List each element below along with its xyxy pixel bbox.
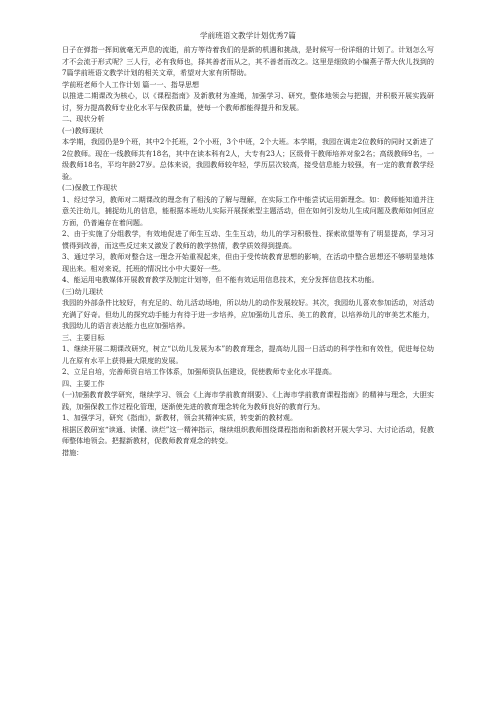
paragraph-work-1-item-1: 1、加强学习，研究《指南》，新教材，领会其精神实质，转变新的教材观。 bbox=[62, 413, 298, 422]
document-title: 学前班语文教学计划优秀7篇 bbox=[200, 31, 296, 40]
paragraph-children-status: 我园的外部条件比较好，有充足的、幼儿活动场地，所以幼儿的动作发展较好。其次，我园幼儿喜欢参加活动，对活动充满了好奇。但幼儿的探究动手能力有待于进一步培养，应加强幼儿音乐、美工的教育，以培养幼儿的审美艺术能力，我园幼儿的语言表达能力也应加强培养。 bbox=[62, 298, 434, 330]
paragraph-work-1: (一)加强教育教学研究，继续学习、领会《上海市学前教育纲要》、《上海市学前教育课程指南》的精神与理念，大胆实践，加强保教工作过程化管理，逐渐使先进的教育理念转化为教师良好的教育行为。 bbox=[62, 390, 434, 411]
paragraph-goal-2: 2、立足自培，完善师资自培工作体系，加强师资队伍建设，促使教师专业化水平提高。 bbox=[62, 367, 337, 376]
document-page bbox=[62, 28, 434, 458]
paragraph-education-status-3: 3、通过学习，教师对整合这一理念开始重视起来，但由于受传统教育思想的影响，在活动中整合思想还不够明显地体现出来。相对来说，托班的情况比小中大要好一些。 bbox=[62, 252, 434, 273]
paragraph-intro: 日子在弹指一挥间就毫无声息的流逝，前方等待着我们的是新的机遇和挑战，是时候写一份详细的计划了。计划怎么写才不会流于形式呢？三人行，必有我师也，择其善者而从之，其不善者而改之。这里是细致的小编燕子帮大伙儿找到的7篇学前班语文教学计划的相关文章，希望对大家有所帮助。 bbox=[62, 45, 434, 77]
section-heading-main-work: 四、主要工作 bbox=[62, 378, 105, 388]
subheading-children-status: (三)幼儿现状 bbox=[62, 286, 104, 296]
paragraph-guiding-thought: 以推进二期课改为核心，以《课程指南》及新教材为准绳，加强学习、研究，整体地领会与把握，并积极开展实践研讨，努力提高教师专业化水平与保教质量，使每一个教师都能得提升和发展。 bbox=[62, 91, 434, 112]
paragraph-work-1-detail: 根据区教研室“读通、读懂、读烂”这一精神指示，继续组织教师围绕课程指南和新教材开展大学习、大讨论活动，促教师整体地领会。把握新教材，促教师教育观念的转变。 bbox=[62, 424, 434, 445]
section-heading-main-goals: 三、主要目标 bbox=[62, 332, 105, 342]
paragraph-education-status-4: 4、能运用电教媒体开展教育教学及制定计划等，但不能有效运用信息技术，充分发挥信息技术功能。 bbox=[62, 275, 379, 284]
paragraph-education-status-2: 2、由于实施了分组教学，有效地促进了师生互动、生生互动，幼儿的学习积极性、探索欲望等有了明显提高，学习习惯得到改善，而这些反过来又激发了教师的教学热情，教学质效得到提高。 bbox=[62, 229, 434, 250]
subheading-teacher-status: (一)教师现状 bbox=[62, 125, 104, 135]
subheading-education-status: (二)保教工作现状 bbox=[62, 183, 118, 192]
paragraph-measures-label: 措施： bbox=[62, 447, 84, 457]
section-heading-status-analysis: 二、现状分析 bbox=[62, 114, 105, 123]
section-heading-guiding-thought: 学前班老师个人工作计划 篇一一、指导思想 bbox=[62, 79, 200, 89]
paragraph-goal-1: 1、继续开展二期课改研究，树立“以幼儿发展为本”的教育理念，提高幼儿园一日活动的科学性和有效性，促进每位幼儿在原有水平上获得最大限度的发展。 bbox=[62, 344, 434, 365]
paragraph-education-status-1: 1、经过学习，教师对二期课改的理念有了相浅的了解与理解，在实际工作中能尝试运用新理念。如：教师能知道并注意关注幼儿，捕捉幼儿的信息，能根据本班幼儿实际开展探索型主题活动，但在如何引发幼儿生成问题及教师如何回应方面，仍普遍存在着问题。 bbox=[62, 194, 434, 227]
paragraph-teacher-status: 本学期，我园仍是9个班，其中2个托班，2个小班，3个中班，2个大班。本学期，我园在调走2位教师的同时又新进了2位教师。现在一线教师共有18名，其中在读本科有2人，大专有23人；区级骨干教师培养对象2名；高级教师9名，一级教师18名，平均年龄27岁。总体来说，我园教师较年轻，学历层次较高，接受信息能力较强，有一定的教育教学经验。 bbox=[62, 137, 434, 181]
